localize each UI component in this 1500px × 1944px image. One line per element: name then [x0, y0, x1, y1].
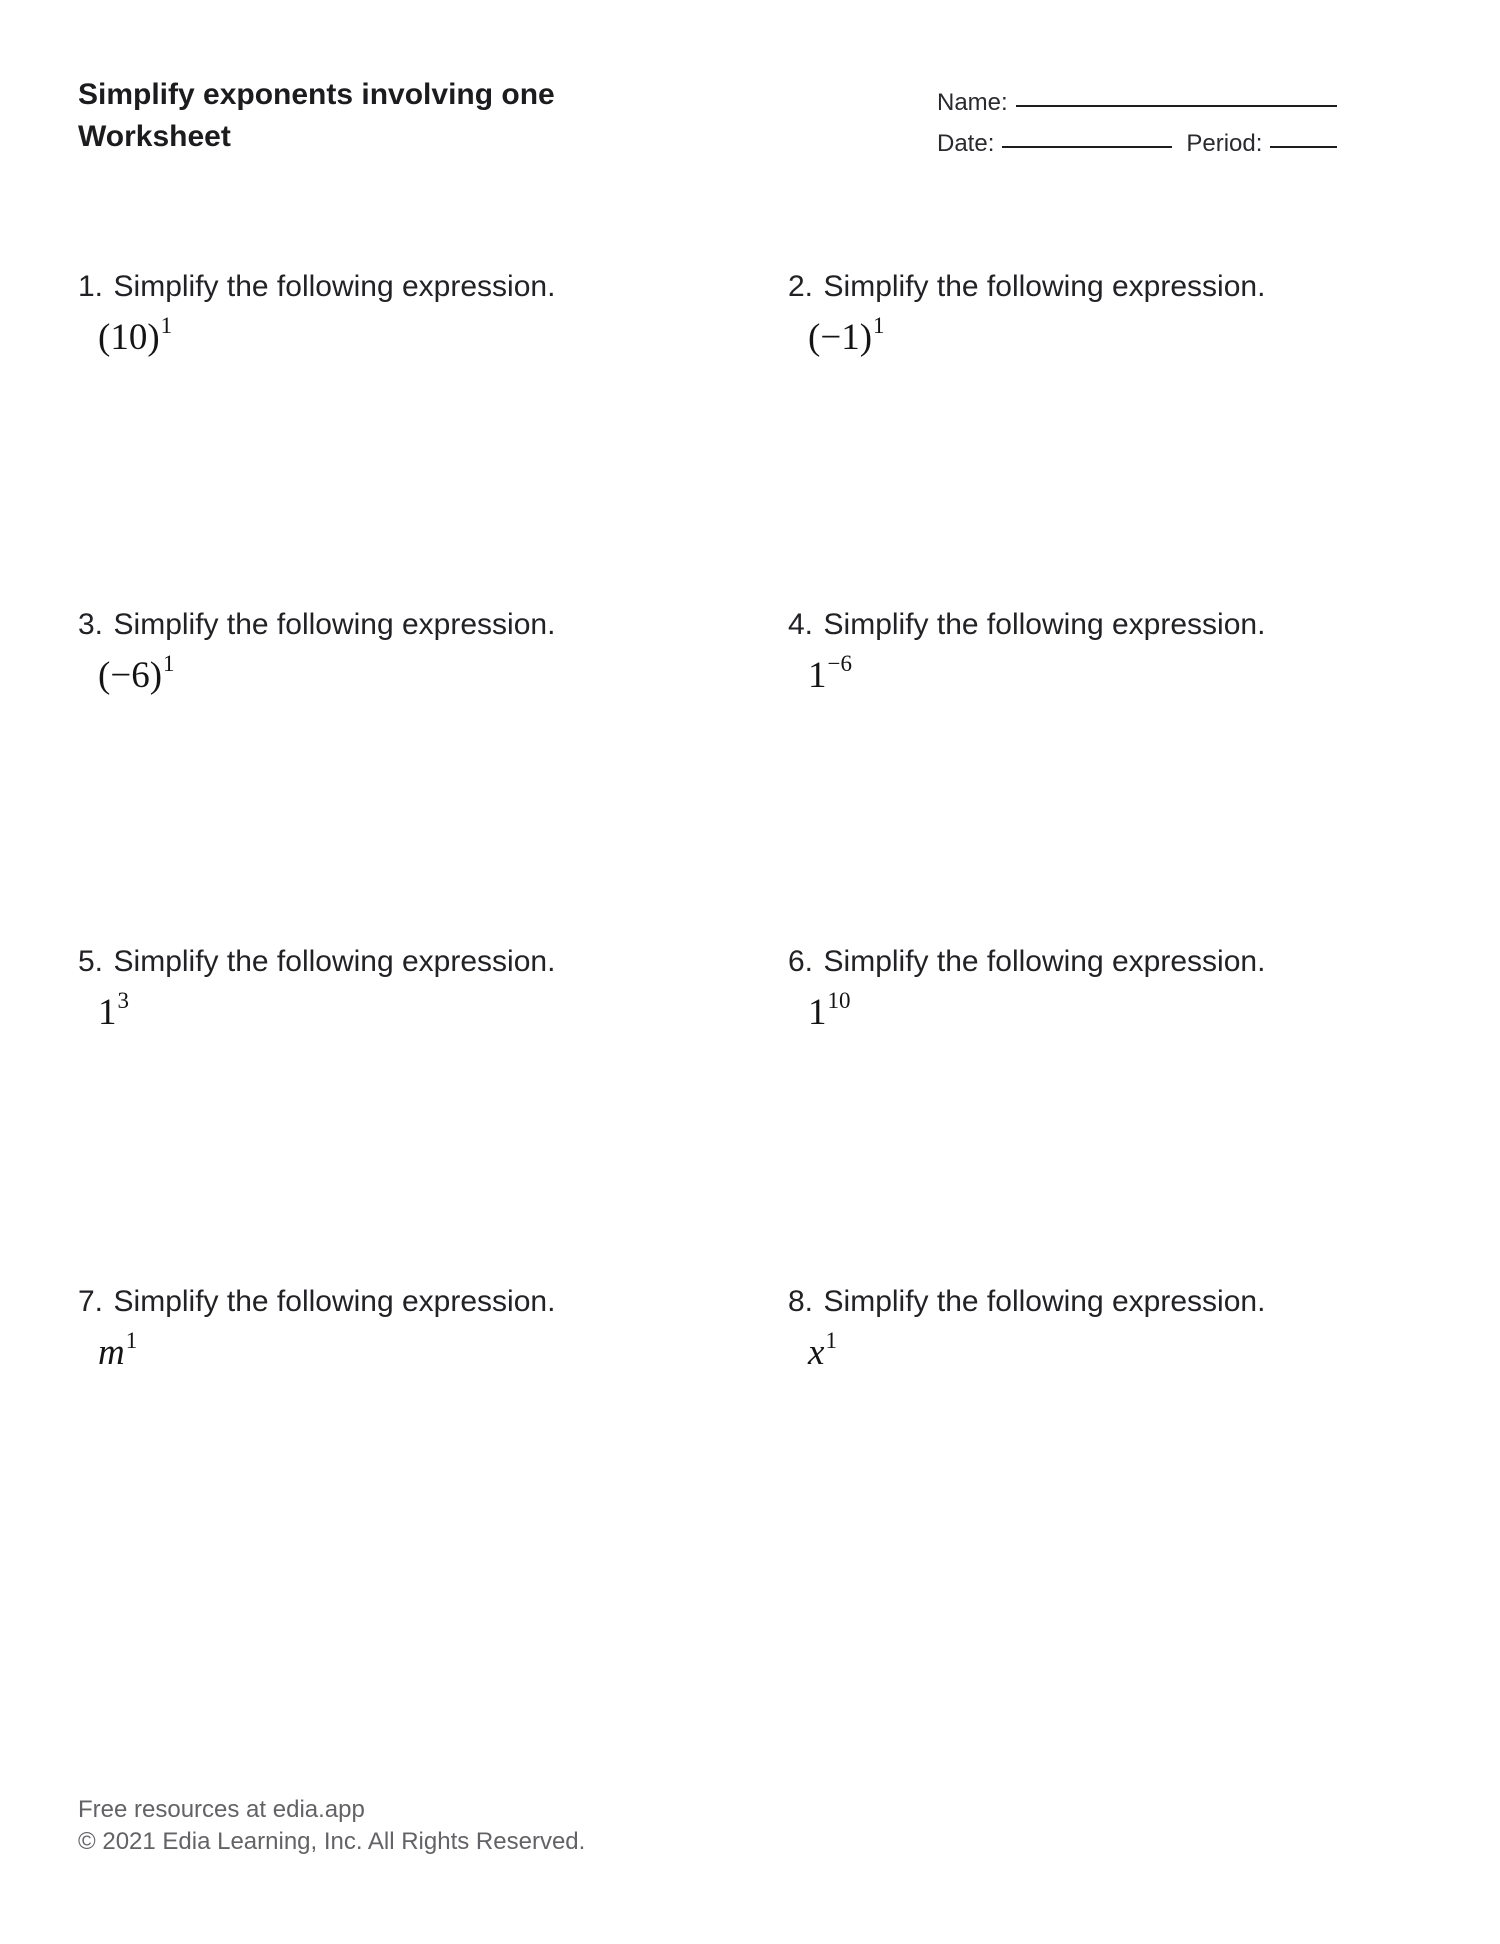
problem-heading — [788, 268, 1428, 306]
problem-number: 4. — [788, 608, 814, 641]
problem-heading — [78, 268, 718, 306]
page-footer — [78, 1794, 585, 1858]
problem-7 — [78, 1283, 718, 1375]
expression-base: m — [98, 1332, 125, 1373]
date-blank-line — [1002, 146, 1172, 148]
problem-number: 8. — [788, 1285, 814, 1318]
problem-number: 3. — [78, 608, 104, 641]
period-blank-line — [1270, 146, 1337, 148]
math-expression — [808, 988, 1428, 1035]
date-period-fields — [937, 129, 1337, 159]
expression-exponent: −6 — [827, 651, 852, 677]
problem-number: 2. — [788, 270, 814, 303]
math-expression — [808, 313, 1428, 360]
name-label: Name: — [937, 89, 1008, 116]
problem-heading — [78, 1283, 718, 1321]
math-expression — [98, 1328, 718, 1375]
problem-heading — [788, 606, 1428, 644]
expression-base: x — [808, 1332, 825, 1373]
problem-4 — [788, 606, 1428, 698]
expression-base: (−1) — [808, 317, 873, 358]
problem-prompt: Simplify the following expression. — [113, 608, 556, 641]
expression-base: 1 — [98, 992, 117, 1033]
page-title — [78, 74, 555, 158]
expression-base: (−6) — [98, 655, 163, 696]
expression-base: 1 — [808, 992, 827, 1033]
expression-exponent: 1 — [825, 1328, 837, 1354]
problem-prompt: Simplify the following expression. — [823, 945, 1266, 978]
expression-exponent: 1 — [163, 651, 175, 677]
problem-heading — [78, 943, 718, 981]
math-expression — [98, 313, 718, 360]
expression-exponent: 1 — [160, 313, 173, 339]
problem-heading — [788, 1283, 1428, 1321]
name-blank-line — [1016, 105, 1337, 107]
page-title-line1: Simplify exponents involving one — [78, 78, 555, 111]
problem-number: 6. — [788, 945, 814, 978]
problem-2 — [788, 268, 1428, 360]
problem-3 — [78, 606, 718, 698]
problem-number: 7. — [78, 1285, 104, 1318]
problem-prompt: Simplify the following expression. — [823, 270, 1266, 303]
problem-1 — [78, 268, 718, 360]
expression-base: (10) — [98, 317, 160, 358]
period-label: Period: — [1186, 130, 1263, 157]
expression-base: 1 — [808, 655, 827, 696]
math-expression — [98, 988, 718, 1035]
problem-prompt: Simplify the following expression. — [823, 608, 1266, 641]
problem-prompt: Simplify the following expression. — [113, 945, 556, 978]
problem-prompt: Simplify the following expression. — [113, 270, 556, 303]
math-expression — [98, 651, 718, 698]
problem-heading — [788, 943, 1428, 981]
problem-8 — [788, 1283, 1428, 1375]
expression-exponent: 10 — [827, 988, 851, 1014]
problem-6 — [788, 943, 1428, 1035]
date-label: Date: — [937, 130, 995, 157]
math-expression — [808, 1328, 1428, 1375]
expression-exponent: 1 — [873, 313, 885, 339]
expression-exponent: 3 — [117, 988, 129, 1014]
footer-resources-line: Free resources at edia.app — [78, 1796, 365, 1823]
problem-prompt: Simplify the following expression. — [823, 1285, 1266, 1318]
math-expression — [808, 651, 1428, 698]
page-title-line2: Worksheet — [78, 120, 231, 153]
problem-number: 1. — [78, 270, 104, 303]
problem-prompt: Simplify the following expression. — [113, 1285, 556, 1318]
expression-exponent: 1 — [125, 1328, 138, 1354]
problem-5 — [78, 943, 718, 1035]
footer-copyright-line: © 2021 Edia Learning, Inc. All Rights Reserved. — [78, 1828, 586, 1855]
problem-number: 5. — [78, 945, 104, 978]
problem-heading — [78, 606, 718, 644]
name-field — [937, 88, 1337, 118]
